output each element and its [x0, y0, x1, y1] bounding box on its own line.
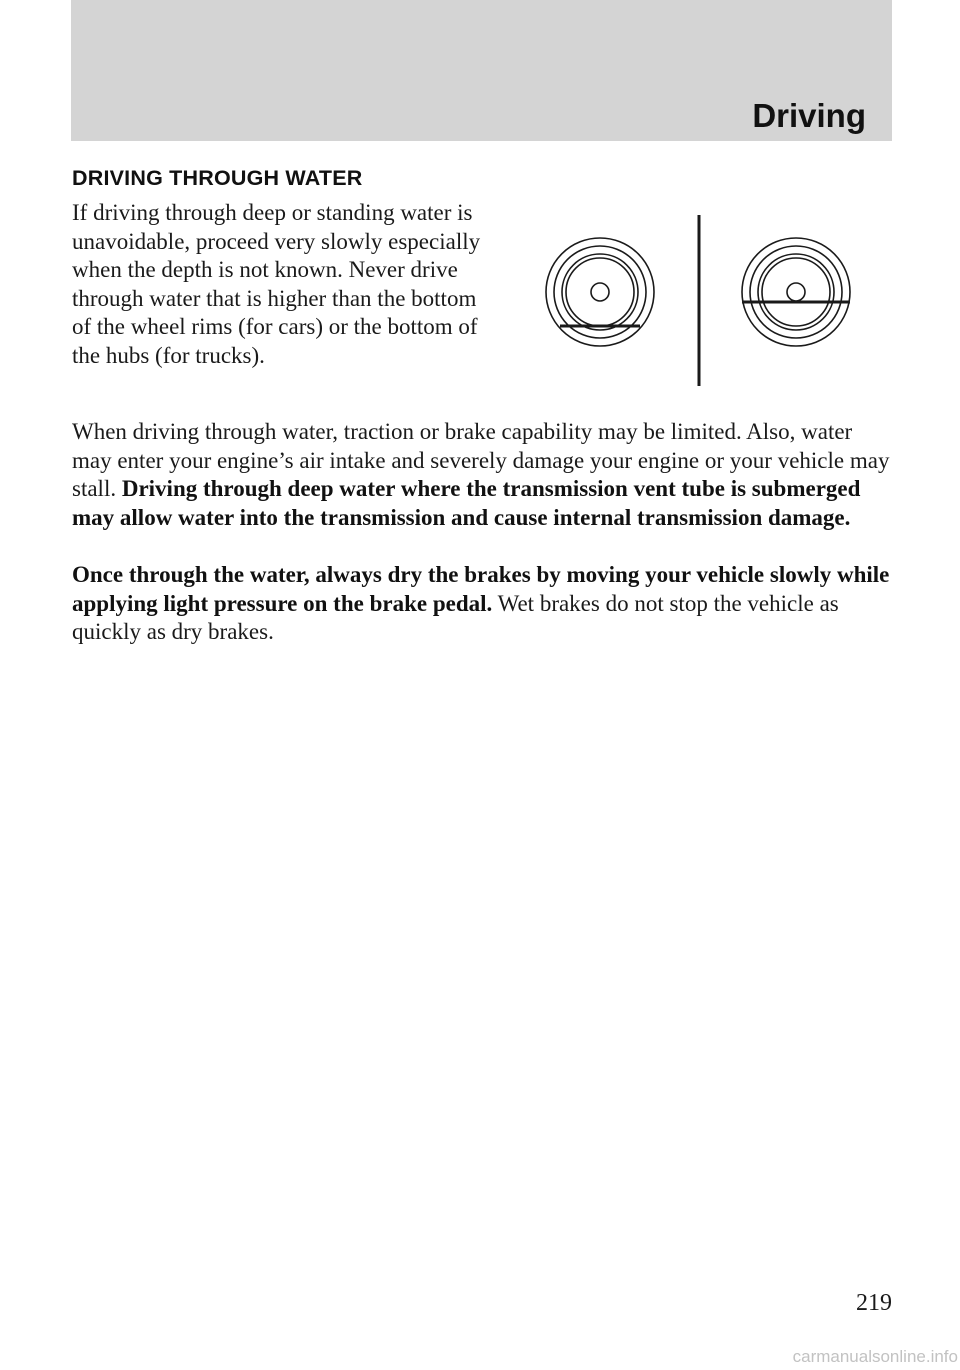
section-heading: DRIVING THROUGH WATER [72, 166, 363, 190]
wheel-rim-water-level-icon [546, 238, 654, 346]
transmission-warning-text: Driving through deep water where the transmission vent tube is submerged may allow water into the transmission and cause internal transmission damage. [72, 476, 861, 530]
dry-brakes-instruction: Once through the water, always dry the brakes by moving your vehicle slowly while applying light pressure on the brake pedal. [72, 562, 890, 616]
page-number: 219 [856, 1290, 892, 1316]
dry-brakes-paragraph [72, 561, 892, 647]
traction-warning-text: When driving through water, traction or brake capability may be limited. Also, water may enter your engine’s air intake and severely damage your engine or your vehicle may stall. [72, 419, 890, 501]
water-depth-figure [540, 210, 860, 390]
chapter-title: Driving [752, 97, 866, 134]
header-band [71, 0, 892, 141]
site-watermark: carmanualsonline.info [792, 1347, 958, 1366]
wet-brakes-note: Wet brakes do not stop the vehicle as quickly as dry brakes. [72, 590, 839, 644]
traction-warning-paragraph [72, 418, 892, 532]
wheel-hub-water-level-icon [742, 238, 850, 346]
intro-paragraph: If driving through deep or standing water is unavoidable, proceed very slowly especially when the depth is not known. Never drive through water that is higher than the bottom of the wheel rims (for cars) or the bottom of the hubs (for trucks). [72, 200, 481, 368]
